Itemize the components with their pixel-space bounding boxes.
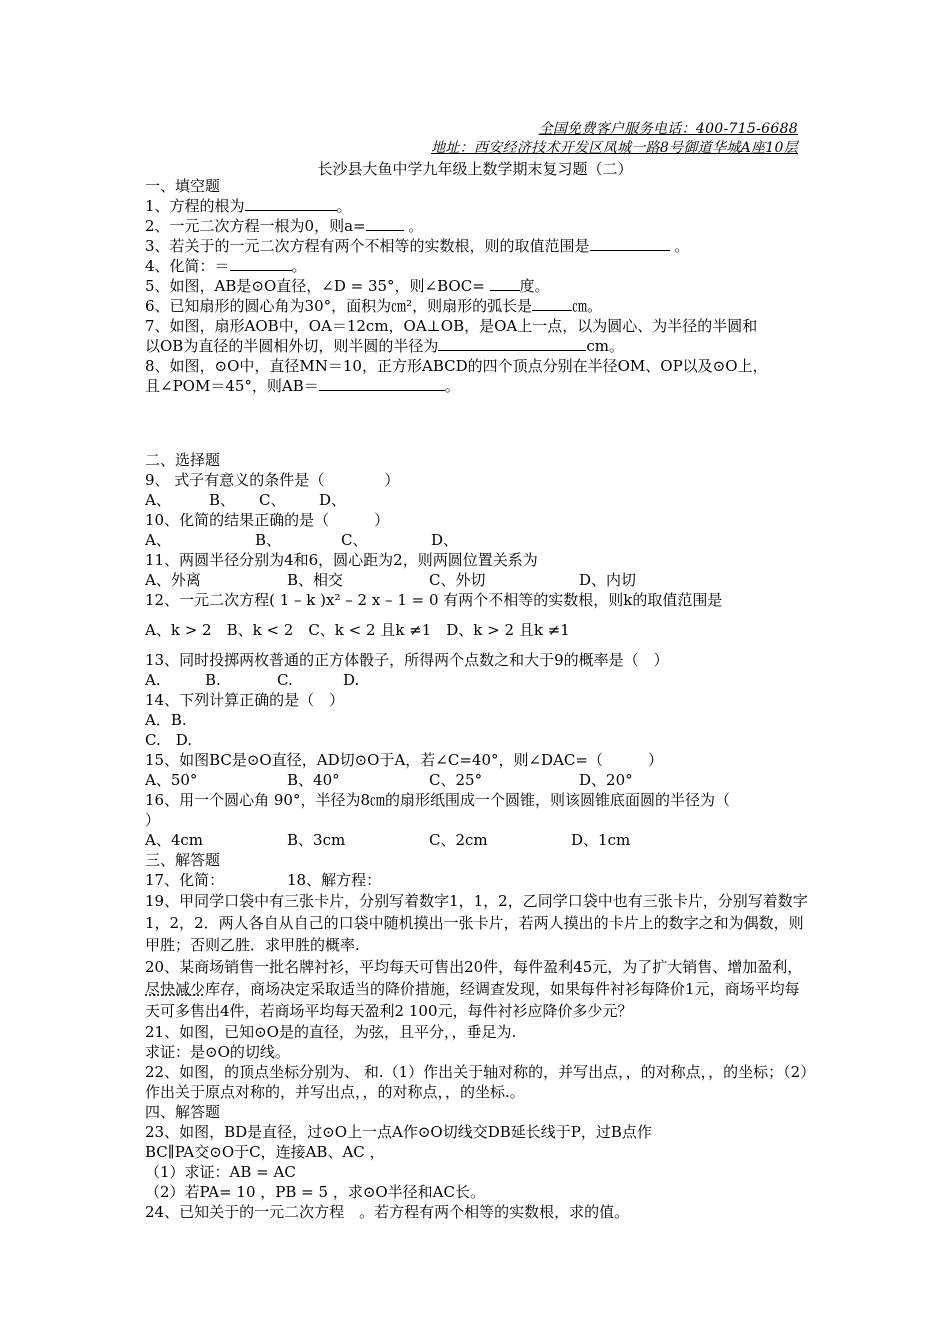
question-9: 9、 式子有意义的条件是（ ） (145, 471, 400, 489)
question-11-options (145, 570, 810, 590)
question-5 (145, 276, 810, 296)
question-20-text-a: 20、某商场销售一批名牌衬衫，平均每天可售出20件，每件盈利45元，为了扩大销售、增加盈利， (145, 958, 803, 976)
question-8-end: 。 (444, 377, 460, 395)
spacer (145, 396, 810, 450)
option-c: C、外切 (429, 571, 486, 589)
question-14-options-cd: C. D. (145, 731, 192, 749)
section-choice-heading: 二、选择题 (145, 451, 221, 469)
option-d: D、 (431, 531, 459, 549)
answer-blank (319, 376, 445, 391)
question-17-18 (145, 870, 810, 890)
question-4-text: 4、化简：＝ (145, 257, 230, 275)
question-7-end: cm。 (586, 337, 624, 355)
section-answer2-heading: 四、解答题 (145, 1103, 221, 1121)
option-b: B、 (255, 531, 282, 549)
answer-blank (438, 336, 586, 351)
question-23-line-1: 23、如图，BD是直径，过⊙O上一点A作⊙O切线交DB延长线于P，过B点作 (145, 1123, 652, 1141)
question-24: 24、已知关于的一元二次方程 。若方程有两个相等的实数根，求的值。 (145, 1203, 630, 1221)
option-a: A、4cm (145, 831, 204, 849)
question-2-end: 。 (408, 217, 424, 235)
option-b: B、40° (287, 771, 340, 789)
question-8-line-2 (145, 376, 810, 396)
answer-blank (366, 216, 404, 231)
question-19: 19、甲同学口袋中有三张卡片，分别写着数字1，1，2，乙同学口袋中也有三张卡片，分别写着数字1，2，2．两人各自从自己的口袋中随机摸出一张卡片，若两人摸出的卡片上的数字之和为偶数，则甲胜；否则乙胜．求甲胜的概率. (145, 892, 808, 954)
question-2 (145, 216, 810, 236)
answer-blank (230, 256, 292, 271)
question-13-options (145, 670, 810, 690)
question-6-text: 6、已知扇形的圆心角为30°，面积为㎝²，则扇形的弧长是 (145, 297, 533, 315)
question-18: 18、解方程： (287, 871, 382, 889)
question-23-part-2: （2）若PA= 10 ，PB = 5 ，求⊙O半径和AC长。 (145, 1183, 485, 1201)
option-c: C、 (259, 491, 286, 509)
option-b: B、 (209, 491, 236, 509)
question-23-line-2: BC∥PA交⊙O于C，连接AB、AC ， (145, 1143, 385, 1161)
option-b: B、相交 (287, 571, 344, 589)
hotline-header: 全国免费客户服务电话：400-715-6688 (538, 121, 798, 137)
option-c: C、 (341, 531, 368, 549)
question-15: 15、如图BC是⊙O直径，AD切⊙O于A，若∠C=40°，则∠DAC=（ ） (145, 751, 663, 769)
question-2-text: 2、一元二次方程一根为0，则a= (145, 217, 366, 235)
question-16: 16、用一个圆心角 90°，半径为8㎝的扇形纸围成一个圆锥，则该圆锥底面圆的半径为（ (145, 791, 730, 809)
option-a: A、 (145, 531, 171, 549)
option-c: C、2cm (429, 831, 488, 849)
question-16-close: ） (145, 811, 161, 829)
option-a: A、50° (145, 771, 198, 789)
spacer (145, 640, 810, 650)
question-4 (145, 256, 810, 276)
question-7-line-1: 7、如图，扇形AOB中，OA＝12cm，OA⊥OB，是OA上一点，以为圆心、为半径的半圆和 (145, 317, 758, 335)
question-4-end: 。 (291, 257, 307, 275)
spacer (145, 610, 810, 620)
question-21-proof: 求证：是⊙O的切线。 (145, 1043, 290, 1061)
option-b: B、3cm (287, 831, 346, 849)
address-header: 地址：西安经济技术开发区凤城一路8号御道华城A座10层 (431, 140, 798, 156)
option-c: C、25° (429, 771, 483, 789)
question-3-end: 。 (674, 237, 690, 255)
answer-blank (590, 236, 670, 251)
document-body (145, 176, 810, 1222)
question-6-end: ㎝。 (572, 297, 603, 315)
question-14-options-ab: A．B. (145, 711, 187, 729)
question-21: 21、如图，已知⊙O是的直径，为弦，且平分，，垂足为. (145, 1023, 517, 1041)
question-16-options (145, 830, 810, 850)
section-answer-heading: 三、解答题 (145, 851, 221, 869)
question-12-options: A、k > 2 B、k < 2 C、k < 2 且k ≠1 D、k > 2 且k ≠1 (145, 621, 570, 639)
question-13: 13、同时投掷两枚普通的正方体骰子，所得两个点数之和大于9的概率是（ ） (145, 651, 669, 669)
question-8-text: 且∠POM＝45°，则AB＝ (145, 377, 319, 395)
question-3-text: 3、若关于的一元二次方程有两个不相等的实数根，则的取值范围是 (145, 237, 590, 255)
option-d: D、 (319, 491, 347, 509)
section-fill-heading: 一、填空题 (145, 177, 221, 195)
question-3 (145, 236, 810, 256)
question-7-text: 以OB为直径的半圆相外切，则半圆的半径为 (145, 337, 439, 355)
option-d: D、内切 (579, 571, 637, 589)
question-8-line-1: 8、如图，⊙O中，直径MN＝10，正方形ABCD的四个顶点分别在半径OM、OP以及⊙O上， (145, 357, 768, 375)
question-5-text: 5、如图，AB是⊙O直径，∠D = 35°，则∠BOC= (145, 277, 490, 295)
option-a: A. (145, 671, 161, 689)
answer-blank (532, 296, 572, 311)
question-20-emphasis: 尽快减少 (145, 980, 206, 998)
question-15-options (145, 770, 810, 790)
answer-blank (245, 196, 337, 211)
question-14: 14、下列计算正确的是（ ） (145, 691, 345, 709)
question-17: 17、化简： (145, 871, 225, 889)
option-d: D、1cm (571, 831, 631, 849)
question-22: 22、如图，的顶点坐标分别为、 和.（1）作出关于轴对称的，并写出点，，的对称点，，的坐标；（2）作出关于原点对称的，并写出点，，的对称点，，的坐标.。 (145, 1063, 808, 1101)
question-1-text: 1、方程的根为 (145, 197, 245, 215)
option-b: B. (205, 671, 221, 689)
option-d: D、20° (579, 771, 633, 789)
option-a: A、外离 (145, 571, 201, 589)
document-title: 长沙县大鱼中学九年级上数学期末复习题（二） (317, 160, 633, 178)
question-1 (145, 196, 810, 216)
question-11: 11、两圆半径分别为4和6，圆心距为2，则两圆位置关系为 (145, 551, 538, 569)
answer-blank (490, 276, 520, 291)
question-10: 10、化简的结果正确的是（ ） (145, 511, 390, 529)
question-20-text-b: 库存，商场决定采取适当的降价措施，经调查发现，如果每件衬衫每降价1元，商场平均每天可多售出4件，若商场平均每天盈利2 100元，每件衬衫应降价多少元？ (145, 980, 800, 1020)
question-5-end: 度。 (519, 277, 550, 295)
question-23-part-1: （1）求证：AB = AC (145, 1163, 296, 1181)
question-6 (145, 296, 810, 316)
question-7-line-2 (145, 336, 810, 356)
question-10-options (145, 530, 810, 550)
question-1-end: 。 (336, 197, 352, 215)
question-9-options (145, 490, 810, 510)
question-20 (145, 956, 810, 1022)
option-d: D. (343, 671, 360, 689)
option-a: A、 (145, 491, 171, 509)
option-c: C. (277, 671, 293, 689)
question-12: 12、一元二次方程( 1 – k )x² – 2 x – 1 = 0 有两个不相等的实数根，则k的取值范围是 (145, 591, 723, 609)
